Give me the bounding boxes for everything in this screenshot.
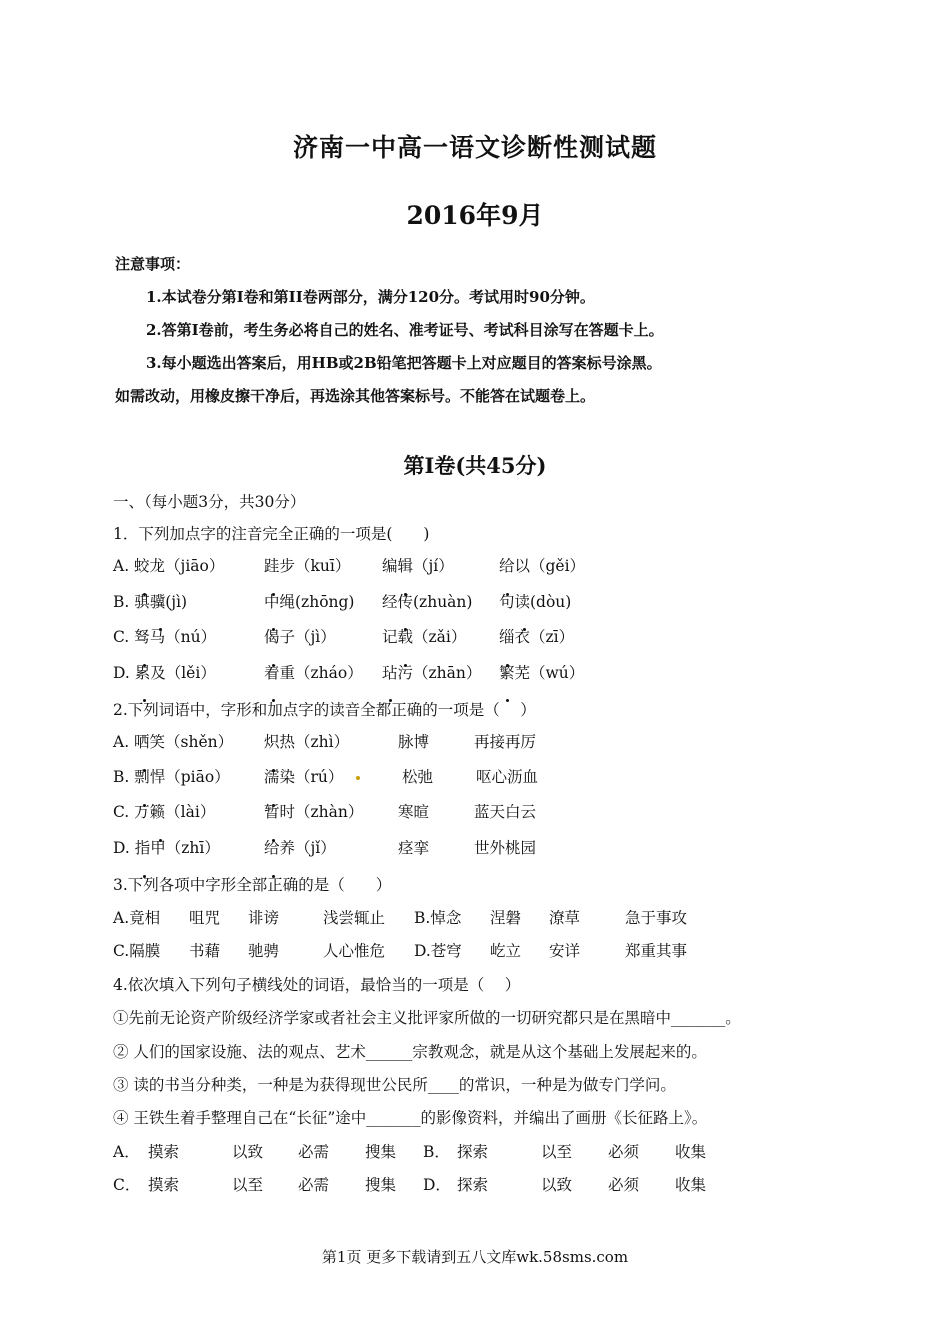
- q2-option-a-4: 再接再厉: [474, 733, 537, 751]
- notice-item-1: 1.本试卷分第Ⅰ卷和第II卷两部分，满分120分。考试用时90分钟。: [146, 288, 595, 306]
- q4-sentence-3: ③ 读的书当分种类，一种是为获得现世公民所____的常识，一种是为做专门学问。: [113, 1076, 676, 1094]
- q3-option-d-2: 屹立: [490, 942, 522, 960]
- q2-option-d-4: 世外桃园: [474, 839, 537, 857]
- q3-option-c-3: 驰骋: [248, 942, 280, 960]
- q3-option-c-4: 人心惟危: [323, 942, 386, 960]
- q4-stem: 4.依次填入下列句子横线处的词语，最恰当的一项是（ ）: [113, 976, 521, 994]
- q2-option-a: A. 哂笑（shěn）: [113, 733, 234, 751]
- part-heading: 一、（每小题3分，共30分）: [113, 493, 306, 511]
- q3-option-a: A.竟相: [113, 909, 161, 927]
- q1-option-b-4: 句读(dòu): [499, 593, 572, 611]
- q1-option-a-4: 给以（gěi）: [499, 557, 586, 575]
- q2-option-d: D. 指甲（zhī）: [113, 839, 220, 857]
- notice-item-3: 3.每小题选出答案后，用HB或2B铅笔把答题卡上对应题目的答案标号涂黑。: [146, 354, 662, 372]
- page-title: 济南一中高一语文诊断性测试题: [292, 133, 657, 162]
- q2-option-a-3: 脉博: [398, 733, 430, 751]
- q1-option-d-4: 繁芜（wú）: [499, 664, 585, 682]
- q4-option-c-4: 必需: [298, 1176, 330, 1194]
- q4-option-c: C．: [113, 1176, 141, 1194]
- q4-option-d-2: 探索: [457, 1176, 489, 1194]
- q3-option-b-2: 涅磐: [490, 909, 522, 927]
- q4-option-b-4: 必须: [608, 1143, 640, 1161]
- q2-option-b: B. 剽悍（piāo）: [113, 768, 230, 786]
- q3-option-b: B.悼念: [414, 909, 462, 927]
- q2-stem: 2.下列词语中，字形和加点字的读音全都正确的一项是（ ）: [113, 701, 536, 719]
- page-footer: 第1页 更多下载请到五八文库wk.58sms.com: [321, 1248, 629, 1266]
- q4-option-d-3: 以致: [541, 1176, 573, 1194]
- q1-option-d-2: 着重（zháo）: [264, 664, 363, 682]
- q1-option-a-2: 跬步（kuī）: [264, 557, 351, 575]
- q1-option-d-3: 玷污（zhān）: [382, 664, 482, 682]
- q1-option-b: B. 骐骥(jì): [113, 593, 188, 611]
- q4-option-a-2: 摸索: [148, 1143, 180, 1161]
- q2-option-c-4: 蓝天白云: [474, 803, 537, 821]
- q4-option-d: D．: [423, 1176, 451, 1194]
- q3-option-d: D.苍穹: [414, 942, 462, 960]
- q2-option-a-2: 炽热（zhì）: [264, 733, 350, 751]
- q1-option-d: D. 累及（lěi）: [113, 664, 216, 682]
- q4-option-b: B．: [423, 1143, 450, 1161]
- q2-option-d-2: 给养（jǐ）: [264, 839, 336, 857]
- q1-option-a: A. 蛟龙（jiāo）: [113, 557, 225, 575]
- q3-option-b-4: 急于事攻: [625, 909, 688, 927]
- q2-option-b-4: 呕心沥血: [476, 768, 539, 786]
- q1-option-c-2: 偈子（jì）: [264, 628, 336, 646]
- q1-option-c-3: 记载（zǎi）: [382, 628, 467, 646]
- q1-stem: 1．下列加点字的注音完全正确的一项是( ): [113, 525, 430, 543]
- q2-option-c-3: 寒暄: [398, 803, 430, 821]
- q3-stem: 3.下列各项中字形全部正确的是（ ）: [113, 876, 392, 894]
- q3-option-c-2: 书藉: [189, 942, 221, 960]
- q1-option-b-3: 经传(zhuàn): [382, 593, 473, 611]
- notice-item-4: 如需改动，用橡皮擦干净后，再选涂其他答案标号。不能答在试题卷上。: [115, 387, 596, 405]
- q4-sentence-1: ①先前无论资产阶级经济学家或者社会主义批评家所做的一切研究都只是在黑暗中_______。: [113, 1009, 741, 1027]
- q4-option-c-5: 搜集: [365, 1176, 397, 1194]
- q4-option-b-5: 收集: [675, 1143, 707, 1161]
- q3-option-d-3: 安详: [549, 942, 581, 960]
- q4-sentence-4: ④ 王铁生着手整理自己在“长征”途中_______的影像资料，并编出了画册《长征路上》。: [113, 1109, 708, 1127]
- q2-option-b-2: 濡染（rú）: [264, 768, 344, 786]
- q3-option-a-4: 浅尝辄止: [323, 909, 386, 927]
- q3-option-c: C.隔膜: [113, 942, 161, 960]
- q2-option-c: C. 万籁（lài）: [113, 803, 216, 821]
- q4-option-b-2: 探索: [457, 1143, 489, 1161]
- q3-option-a-2: 咀咒: [189, 909, 221, 927]
- q2-option-b-3: 松弛: [402, 768, 434, 786]
- q4-option-a-3: 以致: [232, 1143, 264, 1161]
- q4-option-d-4: 必须: [608, 1176, 640, 1194]
- q4-option-a: A．: [113, 1143, 140, 1161]
- marker-dot: [356, 776, 360, 780]
- notice-item-2: 2.答第Ⅰ卷前，考生务必将自己的姓名、准考证号、考试科目涂写在答题卡上。: [146, 321, 664, 339]
- q4-option-a-4: 必需: [298, 1143, 330, 1161]
- q2-option-c-2: 暂时（zhàn）: [264, 803, 364, 821]
- q4-option-b-3: 以至: [541, 1143, 573, 1161]
- section-title: 第Ⅰ卷(共45分): [403, 453, 547, 478]
- q3-option-a-3: 诽谤: [248, 909, 280, 927]
- q1-option-c-4: 缁衣（zī）: [499, 628, 575, 646]
- q1-option-c: C. 驽马（nú）: [113, 628, 217, 646]
- q3-option-d-4: 郑重其事: [625, 942, 688, 960]
- q4-option-c-2: 摸索: [148, 1176, 180, 1194]
- q4-option-d-5: 收集: [675, 1176, 707, 1194]
- q4-sentence-2: ② 人们的国家设施、法的观点、艺术______宗教观念，就是从这个基础上发展起来的。: [113, 1043, 707, 1061]
- q1-option-b-2: 中绳(zhōng): [264, 593, 355, 611]
- q4-option-c-3: 以至: [232, 1176, 264, 1194]
- exam-date: 2016年9月: [406, 201, 544, 230]
- notice-heading: 注意事项：: [115, 255, 191, 273]
- q2-option-d-3: 痉挛: [398, 839, 430, 857]
- q3-option-b-3: 潦草: [549, 909, 581, 927]
- q1-option-a-3: 编辑（jí）: [382, 557, 454, 575]
- q4-option-a-5: 搜集: [365, 1143, 397, 1161]
